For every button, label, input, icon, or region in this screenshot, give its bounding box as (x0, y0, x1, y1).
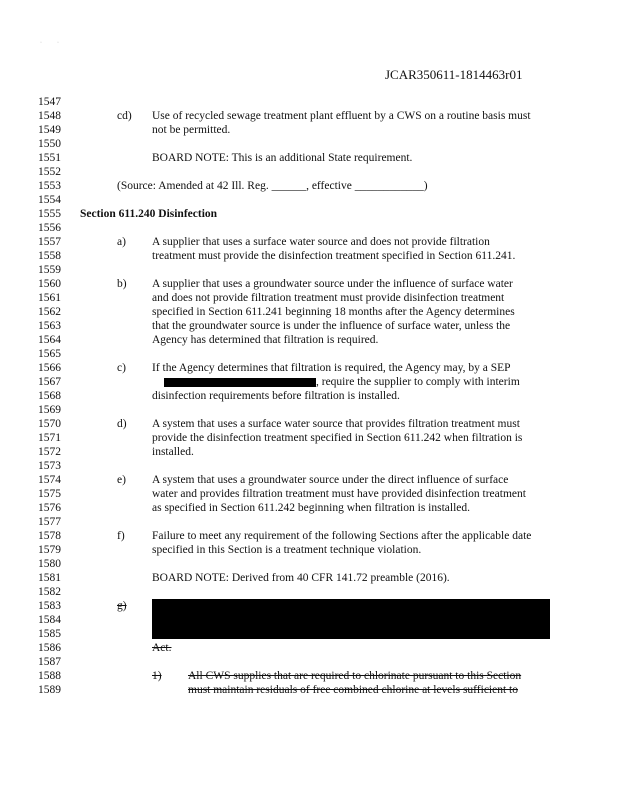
line-number: 1558 (38, 250, 61, 262)
line-number: 1567 (38, 376, 61, 388)
para-g1-line: must maintain residuals of free combined chlorine at levels sufficient to (188, 684, 518, 696)
line-number: 1550 (38, 138, 61, 150)
para-b-label: b) (117, 278, 127, 290)
para-e-label: e) (117, 474, 126, 486)
line-number: 1552 (38, 166, 61, 178)
line-number: 1586 (38, 642, 61, 654)
para-e-line: as specified in Section 611.242 beginning when filtration is installed. (152, 502, 471, 514)
para-d-old-line: Use of recycled sewage treatment plant effluent by a CWS on a routine basis must (152, 110, 531, 122)
line-number: 1549 (38, 124, 61, 136)
para-a-label: a) (117, 236, 126, 248)
board-note: BOARD NOTE: This is an additional State requirement. (152, 152, 413, 164)
redaction-block (152, 599, 550, 639)
line-number: 1588 (38, 670, 61, 682)
line-number: 1564 (38, 334, 61, 346)
line-number: 1574 (38, 474, 61, 486)
para-f-line: Failure to meet any requirement of the following Sections after the applicable date (152, 530, 532, 542)
line-number: 1555 (38, 208, 61, 220)
section-heading: Section 611.240 Disinfection (80, 208, 218, 220)
para-c-line: disinfection requirements before filtration is installed. (152, 390, 400, 402)
line-number: 1571 (38, 432, 61, 444)
line-number: 1561 (38, 292, 61, 304)
para-d-line: A system that uses a surface water source that provides filtration treatment must (152, 418, 520, 430)
para-e-line: A system that uses a groundwater source under the direct influence of surface (152, 474, 509, 486)
line-number: 1587 (38, 656, 61, 668)
para-b-line: Agency has determined that filtration is required. (152, 334, 379, 346)
line-number: 1566 (38, 362, 61, 374)
para-c-label: c) (117, 362, 126, 374)
para-d-line: installed. (152, 446, 194, 458)
line-number: 1562 (38, 306, 61, 318)
line-number: 1563 (38, 320, 61, 332)
line-number: 1575 (38, 488, 61, 500)
line-number: 1580 (38, 558, 61, 570)
source-note: (Source: Amended at 42 Ill. Reg. ______, effective ____________) (117, 180, 428, 192)
para-g1-line: All CWS supplies that are required to chlorinate pursuant to this Section (188, 670, 522, 682)
line-number: 1585 (38, 628, 61, 640)
line-number: 1554 (38, 194, 61, 206)
line-number: 1551 (38, 152, 61, 164)
line-number: 1560 (38, 278, 61, 290)
para-d-old-line: not be permitted. (152, 124, 231, 136)
para-d-line: provide the disinfection treatment specified in Section 611.242 when filtration is (152, 432, 523, 444)
line-number: 1557 (38, 236, 61, 248)
line-number: 1553 (38, 180, 61, 192)
line-number: 1570 (38, 418, 61, 430)
line-number: 1583 (38, 600, 61, 612)
line-number: 1569 (38, 404, 61, 416)
line-number: 1547 (38, 96, 61, 108)
redaction-bar (164, 378, 316, 387)
line-number: 1579 (38, 544, 61, 556)
line-number: 1548 (38, 110, 61, 122)
line-number: 1568 (38, 390, 61, 402)
para-b-line: A supplier that uses a groundwater source under the influence of surface water (152, 278, 513, 290)
line-number: 1576 (38, 502, 61, 514)
line-number: 1573 (38, 460, 61, 472)
para-b-line: that the groundwater source is under the influence of surface water, unless the (152, 320, 511, 332)
para-f-label: f) (117, 530, 125, 542)
line-number: 1577 (38, 516, 61, 528)
scan-artifact: · · (40, 40, 59, 46)
para-b-line: and does not provide filtration treatment must provide disinfection treatment (152, 292, 505, 304)
para-g-label: g) (117, 600, 127, 612)
para-e-line: water and provides filtration treatment must have provided disinfection treatment (152, 488, 526, 500)
para-a-line: A supplier that uses a surface water source and does not provide filtration (152, 236, 490, 248)
para-a-line: treatment must provide the disinfection treatment specified in Section 611.241. (152, 250, 516, 262)
document-id: JCAR350611-1814463r01 (385, 67, 523, 82)
line-number: 1581 (38, 572, 61, 584)
line-number: 1584 (38, 614, 61, 626)
line-number: 1589 (38, 684, 61, 696)
para-f-line: specified in this Section is a treatment technique violation. (152, 544, 422, 556)
para-d-label: d) (117, 418, 127, 430)
para-g-tail: Act. (152, 642, 172, 654)
para-d-old-label: cd) (117, 110, 132, 122)
line-number: 1572 (38, 446, 61, 458)
para-c-line: If the Agency determines that filtration is required, the Agency may, by a SEP (152, 362, 511, 374)
line-number: 1556 (38, 222, 61, 234)
para-b-line: specified in Section 611.241 beginning 18 months after the Agency determines (152, 306, 515, 318)
board-note: BOARD NOTE: Derived from 40 CFR 141.72 preamble (2016). (152, 572, 450, 584)
line-number: 1578 (38, 530, 61, 542)
line-number: 1559 (38, 264, 61, 276)
line-number: 1582 (38, 586, 61, 598)
para-c-line: , require the supplier to comply with interim (316, 376, 520, 388)
para-g1-label: 1) (152, 670, 162, 682)
line-number: 1565 (38, 348, 61, 360)
